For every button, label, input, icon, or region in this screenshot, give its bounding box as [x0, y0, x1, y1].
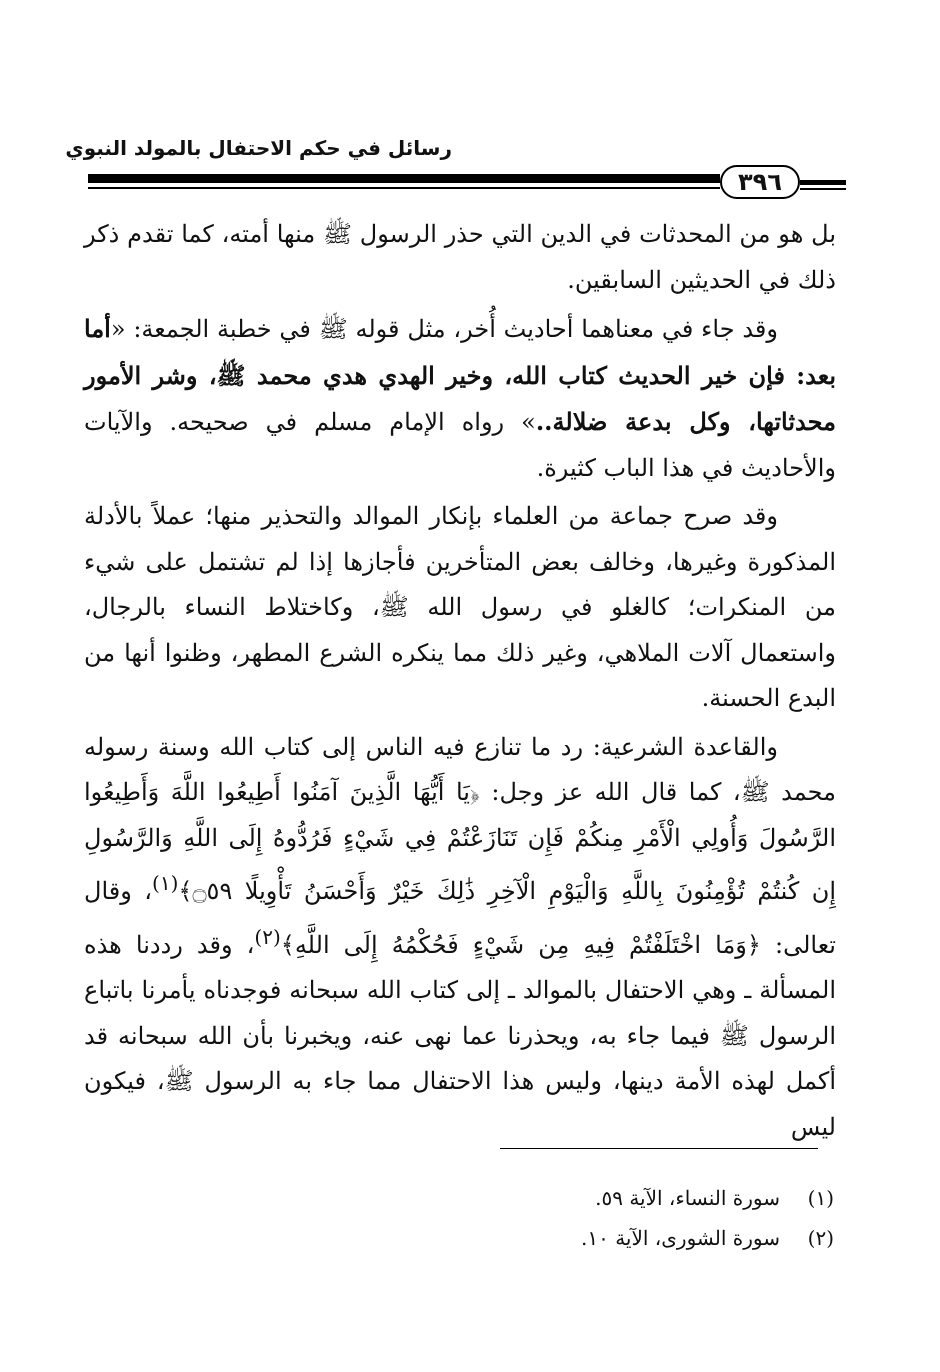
footnote-ref-1: (١): [152, 871, 179, 895]
footnote-separator: [500, 1148, 818, 1149]
header-rule-right-thick: [800, 180, 846, 185]
paragraph-4-end: ، وقد رددنا هذه المسألة ـ وهي الاحتفال بالموالد ـ إلى كتاب الله سبحانه فوجدناه يأمرنا باتباع الرسول ﷺ فيما جاء به، ويحذرنا عما نهى عنه، ويخبرنا بأن الله سبحانه قد أكمل لهذه الأمة دينها، وليس هذا الاحتفال مما جاء به الرسول ﷺ، فيكون ليس: [84, 930, 836, 1141]
quran-verse-2: وَمَا اخْتَلَفْتُمْ فِيهِ مِن شَيْءٍ فَحُكْمُهُ إِلَى اللَّهِ: [294, 930, 747, 959]
paragraph-1: [84, 212, 836, 303]
paragraph-3-text: وقد صرح جماعة من العلماء بإنكار الموالد والتحذير منها؛ عملاً بالأدلة المذكورة وغيرها، وخالف بعض المتأخرين فأجازها إذا لم تشتمل على شيء من المنكرات؛ كالغلو في رسول الله ﷺ، وكاختلاط النساء بالرجال، واستعمال آلات الملاهي، وغير ذلك مما ينكره الشرع المطهر، وظنوا أنها من البدع الحسنة.: [84, 502, 836, 712]
footnote-number: (٢): [807, 1226, 834, 1250]
body-text: [84, 212, 836, 1150]
paragraph-4-middle: ، وقال تعالى: ﴿: [84, 877, 836, 959]
paragraph-2-outro: » رواه الإمام مسلم في صحيحه. والآيات والأحاديث في هذا الباب كثيرة.: [84, 408, 836, 482]
header-rule-thin: [88, 187, 720, 189]
paragraph-3: [84, 494, 836, 722]
paragraph-2: [84, 306, 836, 491]
quran-verse-1: يَا أَيُّهَا الَّذِينَ آمَنُوا أَطِيعُوا اللَّهَ وَأَطِيعُوا الرَّسُولَ وَأُولِي الْأَمْرِ مِنكُمْ فَإِن تَنَازَعْتُمْ فِي شَيْءٍ فَرُدُّوهُ إِلَى اللَّهِ وَالرَّسُولِ إِن كُنتُمْ تُؤْمِنُونَ بِاللَّهِ وَالْيَوْمِ الْآخِرِ ذَٰلِكَ خَيْرٌ وَأَحْسَنُ تَأْوِيلًا ۝٥٩: [84, 778, 837, 905]
paragraph-4-intro: والقاعدة الشرعية: رد ما تنازع فيه الناس إلى كتاب الله وسنة رسوله محمد ﷺ، كما قال الله عز وجل: ﴿: [84, 732, 836, 806]
footnote-text: سورة الشورى، الآية ١٠.: [581, 1226, 780, 1250]
header-rule-thick: [88, 174, 720, 183]
footnote-item: [300, 1218, 834, 1258]
footnotes: [300, 1178, 834, 1258]
footnote-text: سورة النساء، الآية ٥٩.: [595, 1186, 780, 1210]
paragraph-1-text: بل هو من المحدثات في الدين التي حذر الرسول ﷺ منها أمته، كما تقدم ذكر ذلك في الحديثين السابقين.: [84, 220, 836, 294]
hadith-quote: أما بعد: فإن خير الحديث كتاب الله، وخير الهدي هدي محمد ﷺ، وشر الأمور محدثاتها، وكل بدعة ضلالة..: [84, 314, 836, 436]
page-number: ٣٩٦: [720, 165, 800, 199]
running-header-title: رسائل في حكم الاحتفال بالمولد النبوي: [65, 136, 452, 160]
paragraph-4: والقاعدة الشرعية: رد ما تنازع فيه الناس إلى كتاب الله وسنة رسوله محمد ﷺ، كما قال الله عز وجل: ﴿يَا أَيُّهَا الَّذِينَ آمَنُوا أَطِيعُوا اللَّهَ وَأَطِيعُوا الرَّسُولَ وَأُولِي الْأَمْرِ مِنكُمْ فَإِن تَنَازَعْتُمْ فِي شَيْءٍ فَرُدُّوهُ إِلَى اللَّهِ وَالرَّسُولِ إِن كُنتُمْ تُؤْمِنُونَ بِاللَّهِ وَالْيَوْمِ الْآخِرِ ذَٰلِكَ خَيْرٌ وَأَحْسَنُ تَأْوِيلًا ۝٥٩﴾$^{(١)}$، وقال تعالى: ﴿وَمَا اخْتَلَفْتُمْ فِيهِ مِن شَيْءٍ فَحُكْمُهُ إِلَى اللَّهِ﴾$^{(٢)}$، وقد رددنا هذه المسألة ـ وهي الاحتفال بالموالد ـ إلى كتاب الله سبحانه فوجدناه يأمرنا باتباع الرسول ﷺ فيما جاء به، ويحذرنا عما نهى عنه، ويخبرنا بأن الله سبحانه قد أكمل لهذه الأمة دينها، وليس هذا الاحتفال مما جاء به الرسول ﷺ، فيكون ليس: [84, 732, 837, 1141]
footnote-ref-2: (٢): [254, 924, 281, 949]
footnote-number: (١): [807, 1186, 834, 1210]
footnote-item: [300, 1178, 834, 1218]
header-rule-right-thin: [800, 188, 846, 190]
paragraph-2-intro: وقد جاء في معناهما أحاديث أُخر، مثل قوله ﷺ في خطبة الجمعة: «: [110, 315, 778, 343]
